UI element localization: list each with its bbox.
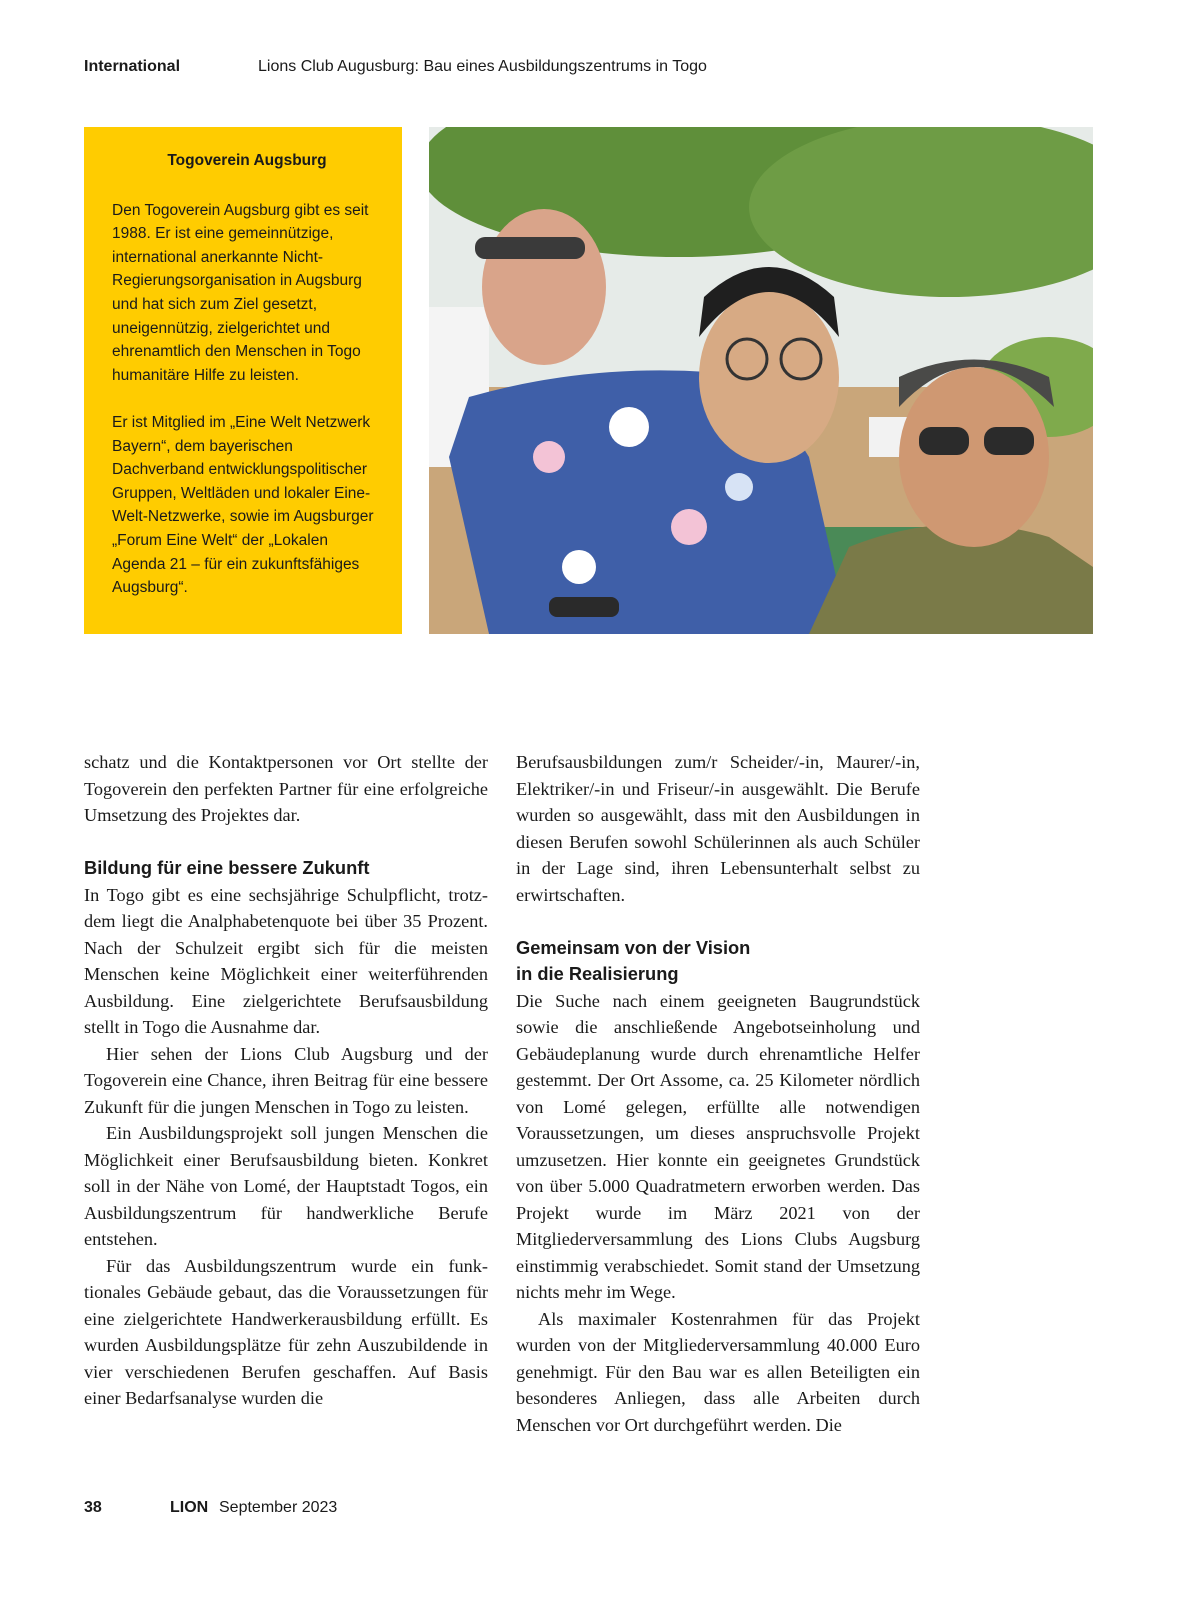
section-label: International: [84, 58, 181, 75]
issue-date: September 2023: [219, 1499, 338, 1516]
body-paragraph: Für das Ausbildungszentrum wurde ein funktionales Gebäude gebaut, das die Voraussetzungen für eine zielgerichtete Handwerkerausbildung erfüllt. Es wurden Ausbildungsplätze für zehn Auszubildende in vier verschiedenen Berufen geschaffen. Auf Basis einer Bedarfsanalyse wurden die: [84, 1255, 488, 1408]
body-paragraph: Berufsausbildungen zum/r Scheider/-in, Maurer/-in, Elektriker/-in und Friseur/-in ausgewählt. Die Berufe wurden so ausgewählt, dass mit den Ausbildungen in diesen Berufen sowohl Schülerinnen als auch Schüler in der Lage sind, ihren Lebensunterhalt selbst zu erwirtschaften.: [516, 752, 920, 905]
body-paragraph: Als maximaler Kostenrahmen für das Projekt wurden von der Mitgliederversammlung 40.000 Euro genehmigt. Für den Bau war es allen Beteiligten ein besonderes Anliegen, dass alle Arbeiten durch Menschen vor Ort durchgeführt werden. Die: [516, 1308, 920, 1435]
article-column-right: [516, 749, 920, 1438]
photo-illustration: [429, 127, 1093, 634]
page-number: 38: [84, 1499, 102, 1516]
subheading-line: Gemeinsam von der Vision: [516, 936, 751, 958]
body-paragraph: Hier sehen der Lions Club Augsburg und der Togoverein eine Chance, ihren Beitrag für eine bessere Zukunft für die jungen Menschen in Togo zu leisten.: [84, 1043, 488, 1117]
magazine-name: LION: [170, 1499, 209, 1516]
info-box-togoverein: [84, 127, 402, 634]
body-paragraph: Die Suche nach einem geeigneten Baugrundstück sowie die anschließende Angebotseinholung und Gebäudeplanung wurde durch ehrenamtliche Helfer gestemmt. Der Ort Assome, ca. 25 Kilometer nördlich von Lomé gelegen, erfüllte alle notwendigen Voraussetzungen, um dieses anspruchsvolle Projekt umzusetzen. Hier konnte ein geeignetes Grundstück von über 5.000 Quadratmetern erworben werden. Das Projekt wurde im März 2021 von der Mitgliederversammlung des Lions Clubs Augsburg einstimmig verabschiedet. Somit stand der Umsetzung nichts mehr im Wege.: [516, 990, 920, 1302]
body-paragraph: Ein Ausbildungsprojekt soll jungen Menschen die Möglichkeit einer Berufsausbildung bieten. Konkret soll in der Nähe von Lomé, der Hauptstadt Togos, ein Ausbildungszentrum für handwerkliche Berufe entstehen.: [84, 1123, 488, 1249]
body-paragraph: In Togo gibt es eine sechsjährige Schulpflicht, trotzdem liegt die Analphabetenquote bei über 35 Prozent. Nach der Schulzeit ergibt sich für die meisten Menschen keine Möglichkeit einer weiterführenden Ausbildung. Eine zielgerichtete Berufsausbildung stellt in Togo die Ausnahme dar.: [84, 884, 488, 1037]
info-box-heading: Togoverein Augsburg: [167, 152, 327, 169]
running-title: Lions Club Augusburg: Bau eines Ausbildungszentrums in Togo: [258, 58, 707, 75]
body-paragraph: schatz und die Kontaktpersonen vor Ort stellte der Togoverein den perfekten Partner für eine erfolgreiche Umsetzung des Projektes dar.: [84, 752, 488, 825]
article-column-left: [84, 749, 488, 1412]
page-header: [84, 58, 1094, 80]
subheading: [516, 935, 920, 988]
info-box-paragraph: Er ist Mitglied im „Eine Welt Netzwerk Bayern“, dem bayerischen Dachverband entwicklungspolitischer Gruppen, Weltläden und lokaler Eine-Welt-Netzwerke, sowie im Augsburger „Forum Eine Welt“ der „Lokalen Agenda 21 – für ein zukunftsfähiges Augsburg“.: [112, 413, 374, 597]
subheading: Bildung für eine bessere Zukunft: [84, 857, 370, 878]
info-box-paragraph: Den Togoverein Augsburg gibt es seit 1988. Er ist eine gemeinnützige, international anerkannte Nicht-Regierungsorganisation in Augsburg und hat sich zum Ziel gesetzt, uneigennützig, zielgerichtet und ehrenamtlich den Menschen in Togo humanitäre Hilfe zu leisten.: [112, 201, 369, 384]
subheading-line: in die Realisierung: [516, 963, 679, 984]
selfie-photo: [429, 127, 1093, 634]
